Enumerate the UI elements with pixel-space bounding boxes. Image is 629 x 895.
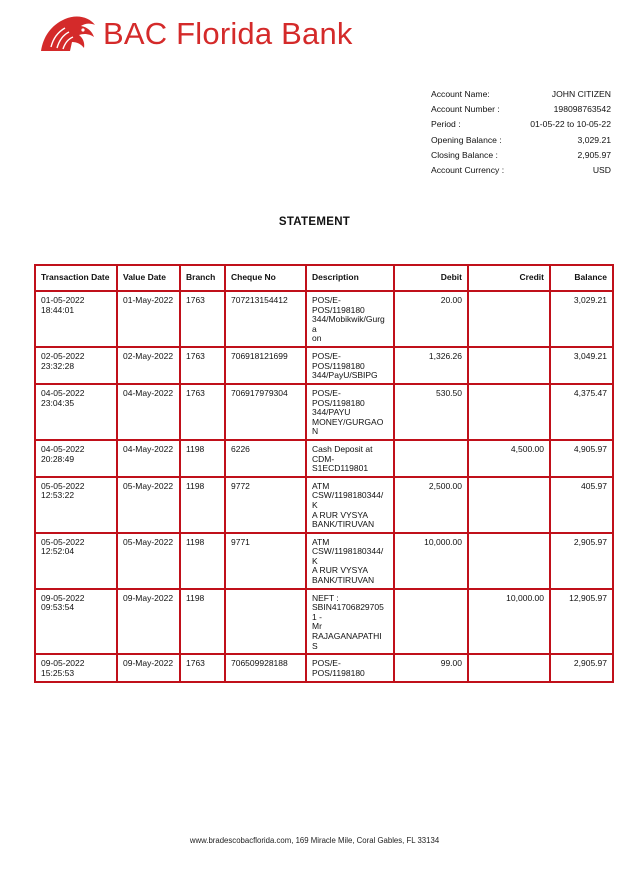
table-cell: 706918121699 bbox=[225, 347, 306, 384]
table-cell: 9771 bbox=[225, 533, 306, 589]
table-body bbox=[35, 291, 613, 682]
table-cell: 09-05-2022 09:53:54 bbox=[35, 589, 117, 655]
transactions-table bbox=[34, 264, 614, 683]
account-row bbox=[431, 88, 611, 103]
account-row bbox=[431, 149, 611, 164]
table-cell: 1198 bbox=[180, 589, 225, 655]
table-cell: 05-May-2022 bbox=[117, 533, 180, 589]
account-label: Period : bbox=[431, 119, 461, 130]
table-cell: 01-05-2022 18:44:01 bbox=[35, 291, 117, 347]
table-row bbox=[35, 384, 613, 440]
column-header: Balance bbox=[550, 265, 613, 291]
table-cell: 3,029.21 bbox=[550, 291, 613, 347]
table-row bbox=[35, 291, 613, 347]
table-cell: 6226 bbox=[225, 440, 306, 477]
account-label: Account Name: bbox=[431, 89, 490, 99]
table-cell bbox=[394, 589, 468, 655]
table-cell: POS/E- POS/1198180 344/Mobikwik/Gurga on bbox=[306, 291, 394, 347]
table-cell: 530.50 bbox=[394, 384, 468, 440]
table-cell: 4,500.00 bbox=[468, 440, 550, 477]
table-cell: 02-05-2022 23:32:28 bbox=[35, 347, 117, 384]
table-row bbox=[35, 533, 613, 589]
table-cell: 3,049.21 bbox=[550, 347, 613, 384]
table-cell: 04-05-2022 20:28:49 bbox=[35, 440, 117, 477]
table-cell: 706509928188 bbox=[225, 654, 306, 682]
table-cell: 01-May-2022 bbox=[117, 291, 180, 347]
account-value: 2,905.97 bbox=[577, 149, 611, 160]
column-header: Cheque No bbox=[225, 265, 306, 291]
table-cell bbox=[468, 384, 550, 440]
table-cell bbox=[468, 533, 550, 589]
table-cell: 1763 bbox=[180, 384, 225, 440]
account-label: Opening Balance : bbox=[431, 134, 502, 145]
table-cell: 2,500.00 bbox=[394, 477, 468, 533]
table-cell: ATM CSW/1198180344/K A RUR VYSYA BANK/TIRUVAN bbox=[306, 477, 394, 533]
table-cell: 1198 bbox=[180, 440, 225, 477]
table-cell: 2,905.97 bbox=[550, 533, 613, 589]
account-value: JOHN CITIZEN bbox=[551, 89, 611, 99]
column-header: Branch bbox=[180, 265, 225, 291]
table-cell: 09-May-2022 bbox=[117, 654, 180, 682]
table-cell: 706917979304 bbox=[225, 384, 306, 440]
table-cell: POS/E- POS/1198180 344/PayU/SBIPG bbox=[306, 347, 394, 384]
table-cell: 405.97 bbox=[550, 477, 613, 533]
table-cell: POS/E- POS/1198180 bbox=[306, 654, 394, 682]
table-cell: 10,000.00 bbox=[468, 589, 550, 655]
table-cell: 04-05-2022 23:04:35 bbox=[35, 384, 117, 440]
table-cell: 1198 bbox=[180, 533, 225, 589]
table-cell: 1,326.26 bbox=[394, 347, 468, 384]
table-header-row bbox=[35, 265, 613, 291]
table-cell: Cash Deposit at CDM- S1ECD119801 bbox=[306, 440, 394, 477]
column-header: Description bbox=[306, 265, 394, 291]
account-row bbox=[431, 103, 611, 118]
table-cell: 05-May-2022 bbox=[117, 477, 180, 533]
account-row bbox=[431, 164, 611, 179]
table-cell: 20.00 bbox=[394, 291, 468, 347]
table-cell bbox=[225, 589, 306, 655]
transactions-table-container bbox=[34, 264, 612, 683]
table-cell bbox=[394, 440, 468, 477]
table-cell: 09-05-2022 15:25:53 bbox=[35, 654, 117, 682]
table-cell: 04-May-2022 bbox=[117, 384, 180, 440]
lion-head-icon bbox=[37, 13, 99, 55]
statement-title: STATEMENT bbox=[278, 216, 351, 228]
table-cell: 99.00 bbox=[394, 654, 468, 682]
footer-address: www.bradescobacflorida.com, 169 Miracle Mile, Coral Gables, FL 33134 bbox=[189, 836, 440, 845]
table-cell: NEFT : SBIN417068297051 - Mr RAJAGANAPATHI S bbox=[306, 589, 394, 655]
table-row bbox=[35, 440, 613, 477]
table-cell: 707213154412 bbox=[225, 291, 306, 347]
table-cell bbox=[468, 347, 550, 384]
table-cell: 2,905.97 bbox=[550, 654, 613, 682]
account-value: 3,029.21 bbox=[577, 134, 611, 145]
table-cell: 1763 bbox=[180, 654, 225, 682]
table-cell: 1763 bbox=[180, 347, 225, 384]
table-cell: 05-05-2022 12:52:04 bbox=[35, 533, 117, 589]
table-cell: 1198 bbox=[180, 477, 225, 533]
table-cell: 04-May-2022 bbox=[117, 440, 180, 477]
table-cell: 02-May-2022 bbox=[117, 347, 180, 384]
column-header: Value Date bbox=[117, 265, 180, 291]
table-cell: ATM CSW/1198180344/K A RUR VYSYA BANK/TIRUVAN bbox=[306, 533, 394, 589]
table-row bbox=[35, 589, 613, 655]
account-value: 198098763542 bbox=[553, 104, 611, 115]
table-cell: 09-May-2022 bbox=[117, 589, 180, 655]
table-row bbox=[35, 347, 613, 384]
table-cell: 10,000.00 bbox=[394, 533, 468, 589]
table-cell: 05-05-2022 12:53:22 bbox=[35, 477, 117, 533]
table-cell: 12,905.97 bbox=[550, 589, 613, 655]
account-value: USD bbox=[592, 164, 611, 175]
table-cell: 1763 bbox=[180, 291, 225, 347]
table-row bbox=[35, 654, 613, 682]
table-cell bbox=[468, 291, 550, 347]
account-label: Account Currency : bbox=[431, 164, 505, 175]
table-cell: 4,375.47 bbox=[550, 384, 613, 440]
column-header: Debit bbox=[394, 265, 468, 291]
account-value: 01-05-22 to 10-05-22 bbox=[530, 119, 611, 130]
column-header: Credit bbox=[468, 265, 550, 291]
account-summary bbox=[431, 88, 611, 179]
column-header: Transaction Date bbox=[35, 265, 117, 291]
account-row bbox=[431, 118, 611, 133]
table-row bbox=[35, 477, 613, 533]
account-label: Account Number : bbox=[431, 104, 500, 115]
bank-name: BAC Florida Bank bbox=[103, 16, 353, 51]
table-cell bbox=[468, 477, 550, 533]
account-label: Closing Balance : bbox=[431, 149, 498, 160]
bank-logo bbox=[37, 12, 353, 56]
table-cell: POS/E- POS/1198180 344/PAYU MONEY/GURGAON bbox=[306, 384, 394, 440]
table-cell: 4,905.97 bbox=[550, 440, 613, 477]
table-cell bbox=[468, 654, 550, 682]
table-cell: 9772 bbox=[225, 477, 306, 533]
account-row bbox=[431, 134, 611, 149]
